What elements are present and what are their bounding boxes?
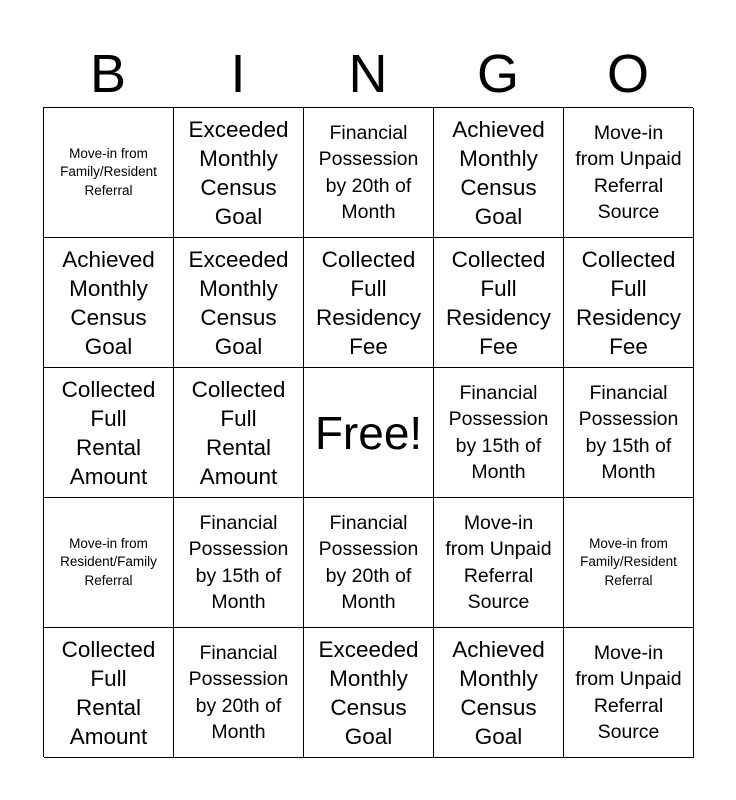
free-space-cell[interactable] (304, 368, 434, 498)
bingo-cell-r4-c2[interactable] (174, 498, 304, 628)
bingo-cell-r3-c5[interactable] (564, 368, 694, 498)
bingo-cell-r2-c2[interactable] (174, 238, 304, 368)
bingo-cell-text: Collected Full Residency Fee (445, 246, 552, 359)
header-letter-o: O (606, 44, 649, 104)
header-letter-b: B (89, 44, 127, 104)
bingo-cell-text: Move-in from Family/Resident Referral (60, 145, 157, 198)
bingo-cell-text: Free! (314, 406, 423, 459)
bingo-cell-r4-c5[interactable] (564, 498, 694, 628)
bingo-cell-text: Achieved Monthly Census Goal (62, 246, 155, 359)
bingo-cell-r3-c1[interactable] (44, 368, 174, 498)
bingo-cell-r5-c5[interactable] (564, 628, 694, 758)
bingo-cell-r1-c2[interactable] (174, 108, 304, 238)
bingo-cell-text: Collected Full Rental Amount (61, 636, 156, 749)
bingo-cell-text: Collected Full Rental Amount (61, 376, 156, 489)
bingo-cell-text: Exceeded Monthly Census Goal (188, 246, 289, 359)
bingo-cell-r5-c3[interactable] (304, 628, 434, 758)
bingo-cell-r4-c4[interactable] (434, 498, 564, 628)
bingo-cell-text: Achieved Monthly Census Goal (452, 636, 545, 749)
bingo-cell-text: Collected Full Residency Fee (315, 246, 422, 359)
bingo-cell-r2-c3[interactable] (304, 238, 434, 368)
bingo-cell-text: Exceeded Monthly Census Goal (188, 116, 289, 229)
bingo-cell-r2-c5[interactable] (564, 238, 694, 368)
bingo-cell-r1-c3[interactable] (304, 108, 434, 238)
bingo-cell-text: Financial Possession by 20th of Month (318, 511, 419, 613)
bingo-cell-text: Collected Full Rental Amount (191, 376, 286, 489)
bingo-cell-r5-c1[interactable] (44, 628, 174, 758)
bingo-cell-r1-c1[interactable] (44, 108, 174, 238)
bingo-cell-text: Collected Full Residency Fee (575, 246, 682, 359)
bingo-cell-text: Financial Possession by 15th of Month (188, 511, 289, 613)
bingo-cell-r3-c4[interactable] (434, 368, 564, 498)
header-letter-g: G (476, 44, 519, 104)
bingo-cell-text: Move-in from Unpaid Referral Source (575, 121, 682, 223)
bingo-cell-text: Achieved Monthly Census Goal (452, 116, 545, 229)
bingo-cell-r1-c5[interactable] (564, 108, 694, 238)
bingo-board (43, 107, 693, 757)
bingo-cell-text: Move-in from Family/Resident Referral (580, 535, 677, 588)
bingo-cell-r4-c3[interactable] (304, 498, 434, 628)
bingo-cell-r2-c4[interactable] (434, 238, 564, 368)
bingo-cell-r1-c4[interactable] (434, 108, 564, 238)
bingo-cell-text: Exceeded Monthly Census Goal (318, 636, 419, 749)
bingo-cell-text: Financial Possession by 15th of Month (448, 381, 549, 483)
bingo-cell-text: Financial Possession by 20th of Month (188, 641, 289, 743)
bingo-cell-r5-c4[interactable] (434, 628, 564, 758)
bingo-cell-text: Financial Possession by 15th of Month (578, 381, 679, 483)
bingo-cell-r5-c2[interactable] (174, 628, 304, 758)
bingo-cell-text: Move-in from Unpaid Referral Source (575, 641, 682, 743)
bingo-cell-text: Move-in from Unpaid Referral Source (445, 511, 552, 613)
bingo-cell-text: Move-in from Resident/Family Referral (60, 535, 157, 588)
bingo-cell-r2-c1[interactable] (44, 238, 174, 368)
header-letter-n: N (348, 44, 388, 104)
bingo-cell-r4-c1[interactable] (44, 498, 174, 628)
bingo-cell-text: Financial Possession by 20th of Month (318, 121, 419, 223)
header-letter-i: I (230, 44, 246, 104)
bingo-cell-r3-c2[interactable] (174, 368, 304, 498)
bingo-header (43, 40, 693, 108)
